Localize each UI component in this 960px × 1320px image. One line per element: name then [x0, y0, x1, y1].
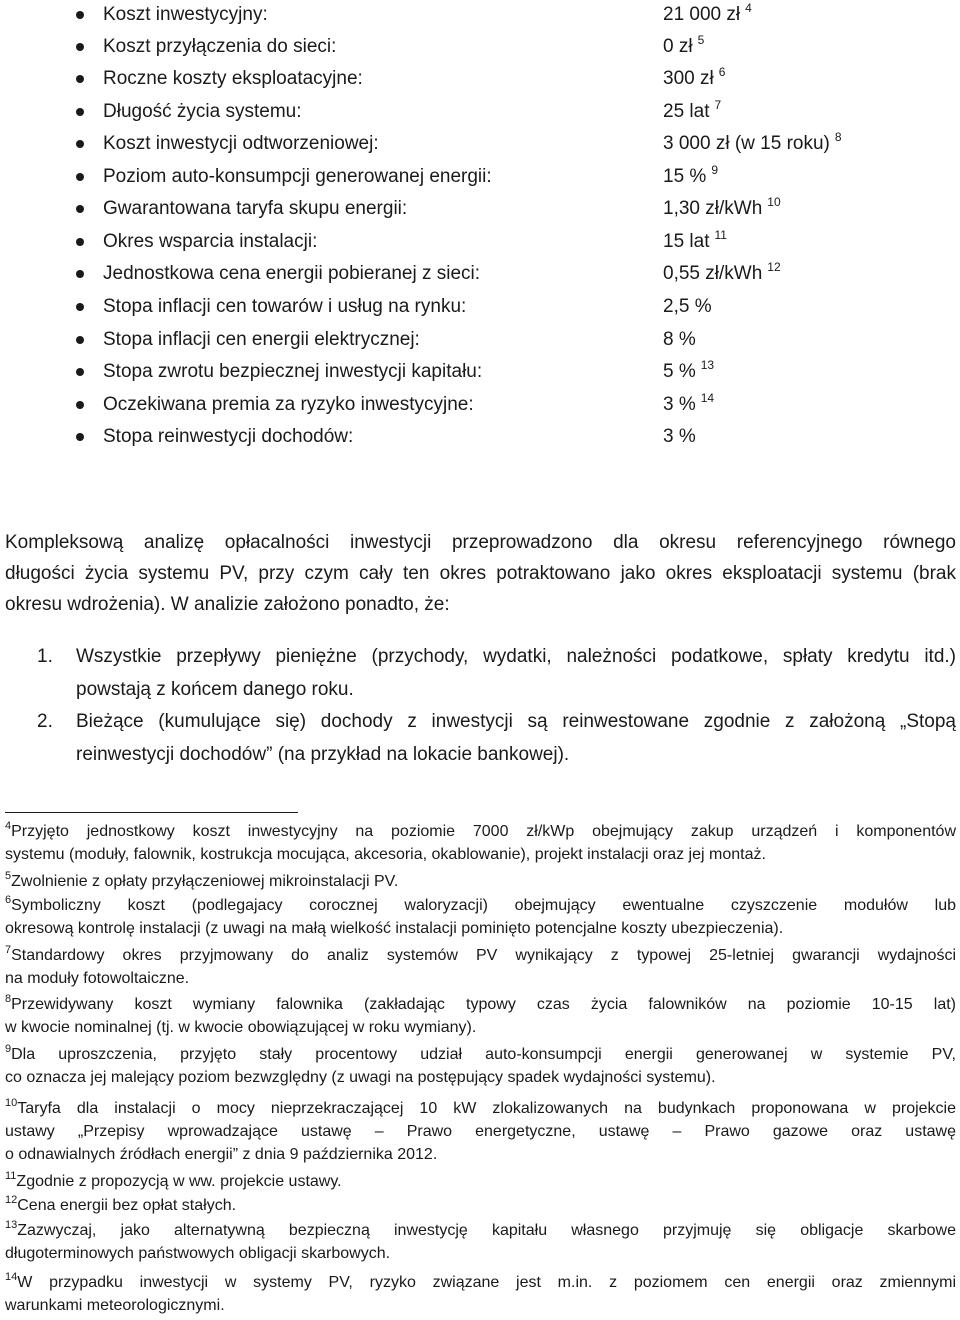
- bullet-icon: [76, 238, 84, 246]
- footnote: [5, 1219, 956, 1265]
- footnote-text: Standardowy okres przyjmowany do analiz systemów PV wynikający z typowej 25-letniej gwarancji wydajności: [11, 947, 956, 964]
- list-item: [0, 0, 960, 31]
- param-label: Stopa inflacji cen energii elektrycznej:: [103, 329, 420, 350]
- intro-paragraph: [5, 527, 956, 620]
- bullet-icon: [76, 11, 84, 19]
- footnote-text: o odnawialnych źródłach energii” z dnia 9 października 2012.: [5, 1146, 438, 1163]
- param-label: Jednostkowa cena energii pobieranej z sieci:: [103, 263, 481, 284]
- intro-line: długości życia systemu PV, przy czym cały ten okres potraktowano jako okres eksploatacji systemu (brak: [5, 563, 956, 584]
- list-item: [0, 421, 960, 453]
- param-value: 3 % $^{14}$: [663, 391, 715, 415]
- bullet-icon: [76, 368, 84, 376]
- footnote-text: Zazwyczaj, jako alternatywną bezpieczną inwestycję kapitału własnego przyjmuję się obligacje skarbowe: [17, 1222, 956, 1239]
- footnote-ref[interactable]: 13: [700, 358, 715, 372]
- list-item: [0, 324, 960, 356]
- param-label: Gwarantowana taryfa skupu energii:: [103, 198, 408, 219]
- list-item: [0, 291, 960, 323]
- bullet-icon: [76, 108, 84, 116]
- footnote-ref[interactable]: 4: [745, 1, 752, 15]
- footnote: [5, 1170, 956, 1193]
- footnote: [5, 1097, 956, 1166]
- footnote-ref[interactable]: 11: [714, 228, 727, 242]
- footnote: [5, 894, 956, 940]
- param-value: 15 % $^9$: [663, 163, 718, 187]
- footnote-number: 12: [5, 1194, 18, 1206]
- footnote-ref[interactable]: 12: [767, 260, 781, 274]
- param-value: 8 %: [663, 329, 696, 350]
- footnote: [5, 944, 956, 990]
- footnote-text: na moduły fotowoltaiczne.: [5, 970, 190, 987]
- list-item: [0, 193, 960, 225]
- footnote-text: warunkami meteorologicznymi.: [5, 1297, 225, 1314]
- param-value: 3 000 zł (w 15 roku) $^8$: [663, 130, 842, 154]
- param-value: 2,5 %: [663, 296, 712, 317]
- footnote: [5, 1043, 956, 1089]
- param-value: 5 % $^{13}$: [663, 358, 715, 382]
- footnote-text: długoterminowych państwowych obligacji skarbowych.: [5, 1245, 391, 1262]
- footnote-number: 8: [5, 993, 12, 1005]
- bullet-icon: [76, 303, 84, 311]
- list-item: [0, 31, 960, 63]
- param-label: Oczekiwana premia za ryzyko inwestycyjne:: [103, 394, 474, 415]
- footnote: [5, 1271, 956, 1317]
- param-value: 300 zł $^6$: [663, 65, 726, 89]
- footnote-text: co oznacza jej malejący poziom bezwzględny (z uwagi na postępujący spadek wydajności systemu).: [5, 1069, 716, 1086]
- param-value: 25 lat $^7$: [663, 98, 722, 122]
- list-item: [0, 226, 960, 258]
- bullet-icon: [76, 43, 84, 51]
- param-value: 0,55 zł/kWh $^{12}$: [663, 260, 781, 284]
- footnote-text: w kwocie nominalnej (tj. w kwocie obowiązującej w roku wymiany).: [5, 1019, 477, 1036]
- footnote: [5, 993, 956, 1039]
- footnote-number: 4: [5, 820, 12, 832]
- list-item: [0, 389, 960, 421]
- bullet-icon: [76, 140, 84, 148]
- footnote-ref[interactable]: 7: [714, 98, 722, 112]
- footnote-ref[interactable]: 5: [697, 33, 705, 47]
- footnote-number: 6: [5, 894, 12, 906]
- param-label: Roczne koszty eksploatacyjne:: [103, 68, 363, 89]
- param-value: 3 %: [663, 426, 696, 447]
- footnote-text: Przewidywany koszt wymiany falownika (zakładając typowy czas życia falowników na poziomie 10-15 lat): [11, 996, 956, 1013]
- footnote-number: 5: [5, 870, 12, 882]
- param-label: Długość życia systemu:: [103, 101, 302, 122]
- footnote: [5, 820, 956, 866]
- footnote-number: 9: [5, 1043, 12, 1055]
- footnote-ref[interactable]: 10: [767, 195, 781, 209]
- param-label: Poziom auto-konsumpcji generowanej energii:: [103, 166, 492, 187]
- param-value: 15 lat $^{11}$: [663, 228, 727, 252]
- list-item: [0, 161, 960, 193]
- list-item: [0, 128, 960, 160]
- footnote-text: W przypadku inwestycji w systemy PV, ryzyko związane jest m.in. z poziomem cen energii oraz zmiennymi: [17, 1274, 956, 1291]
- footnote-number: 11: [5, 1170, 17, 1182]
- footnote-ref[interactable]: 6: [718, 65, 726, 79]
- bullet-icon: [76, 173, 84, 181]
- assumption-text: Wszystkie przepływy pieniężne (przychody, wydatki, należności podatkowe, spłaty kredytu itd.) powstają z końcem danego roku.: [76, 646, 956, 700]
- footnote-ref[interactable]: 9: [711, 163, 718, 177]
- footnote-ref[interactable]: 14: [700, 391, 715, 405]
- footnote: [5, 870, 956, 893]
- param-label: Stopa inflacji cen towarów i usług na rynku:: [103, 296, 467, 317]
- footnote: [5, 1194, 956, 1217]
- footnote-text: Dla uproszczenia, przyjęto stały procentowy udział auto-konsumpcji energii generowanej w systemie PV,: [11, 1046, 956, 1063]
- param-label: Koszt inwestycji odtworzeniowej:: [103, 133, 379, 154]
- footnote-number: 10: [5, 1097, 18, 1109]
- param-label: Stopa reinwestycji dochodów:: [103, 426, 354, 447]
- list-number: 1.: [37, 646, 53, 667]
- param-label: Okres wsparcia instalacji:: [103, 231, 318, 252]
- bullet-icon: [76, 433, 84, 441]
- footnote-number: 14: [5, 1271, 18, 1283]
- intro-line: okresu wdrożenia). W analizie założono ponadto, że:: [5, 594, 450, 615]
- param-label: Stopa zwrotu bezpiecznej inwestycji kapitału:: [103, 361, 483, 382]
- list-number: 2.: [37, 711, 53, 732]
- list-item: [0, 258, 960, 290]
- bullet-icon: [76, 401, 84, 409]
- footnote-text: okresową kontrolę instalacji (z uwagi na małą wielkość instalacji pominięto potencjalne koszty ubezpieczenia).: [5, 920, 784, 937]
- param-label: Koszt inwestycyjny:: [103, 4, 268, 25]
- assumption-text: Bieżące (kumulujące się) dochody z inwestycji są reinwestowane zgodnie z założoną „Stopą reinwestycji dochodów” (na przykład na lokacie bankowej).: [76, 711, 956, 765]
- footnote-text: Cena energii bez opłat stałych.: [17, 1197, 237, 1214]
- param-value: 21 000 zł $^4$: [663, 1, 752, 25]
- footnote-text: Przyjęto jednostkowy koszt inwestycyjny na poziomie 7000 zł/kWp obejmujący zakup urządzeń i komponentów: [11, 823, 956, 840]
- param-value: 1,30 zł/kWh $^{10}$: [663, 195, 781, 219]
- footnote-text: Taryfa dla instalacji o mocy nieprzekraczającej 10 kW zlokalizowanych na budynkach proponowana w projekcie: [17, 1100, 956, 1117]
- bullet-icon: [76, 205, 84, 213]
- footnote-text: Zgodnie z propozycją w ww. projekcie ustawy.: [16, 1173, 342, 1190]
- list-item: [0, 356, 960, 388]
- footnote-number: 13: [5, 1219, 18, 1231]
- footnote-text: systemu (moduły, falownik, kostrukcja mocująca, akcesoria, okablowanie), projekt instalacji oraz jej montaż.: [5, 846, 766, 863]
- footnote-text: ustawy „Przepisy wprowadzające ustawę – Prawo energetyczne, ustawę – Prawo gazowe oraz ustawę: [5, 1123, 956, 1140]
- bullet-icon: [76, 336, 84, 344]
- footnote-ref[interactable]: 8: [834, 130, 842, 144]
- footnote-text: Zwolnienie z opłaty przyłączeniowej mikroinstalacji PV.: [11, 873, 399, 890]
- footnote-separator: [5, 812, 298, 813]
- footnote-text: Symboliczny koszt (podlegajacy corocznej waloryzacji) obejmujący ewentualne czyszczenie modułów lub: [11, 897, 956, 914]
- list-item: [0, 63, 960, 95]
- footnote-number: 7: [5, 944, 12, 956]
- param-value: 0 zł $^5$: [663, 33, 705, 57]
- list-item: [0, 96, 960, 128]
- bullet-icon: [76, 270, 84, 278]
- param-label: Koszt przyłączenia do sieci:: [103, 36, 337, 57]
- bullet-icon: [76, 75, 84, 83]
- intro-line: Kompleksową analizę opłacalności inwestycji przeprowadzono dla okresu referencyjnego równego: [5, 532, 956, 553]
